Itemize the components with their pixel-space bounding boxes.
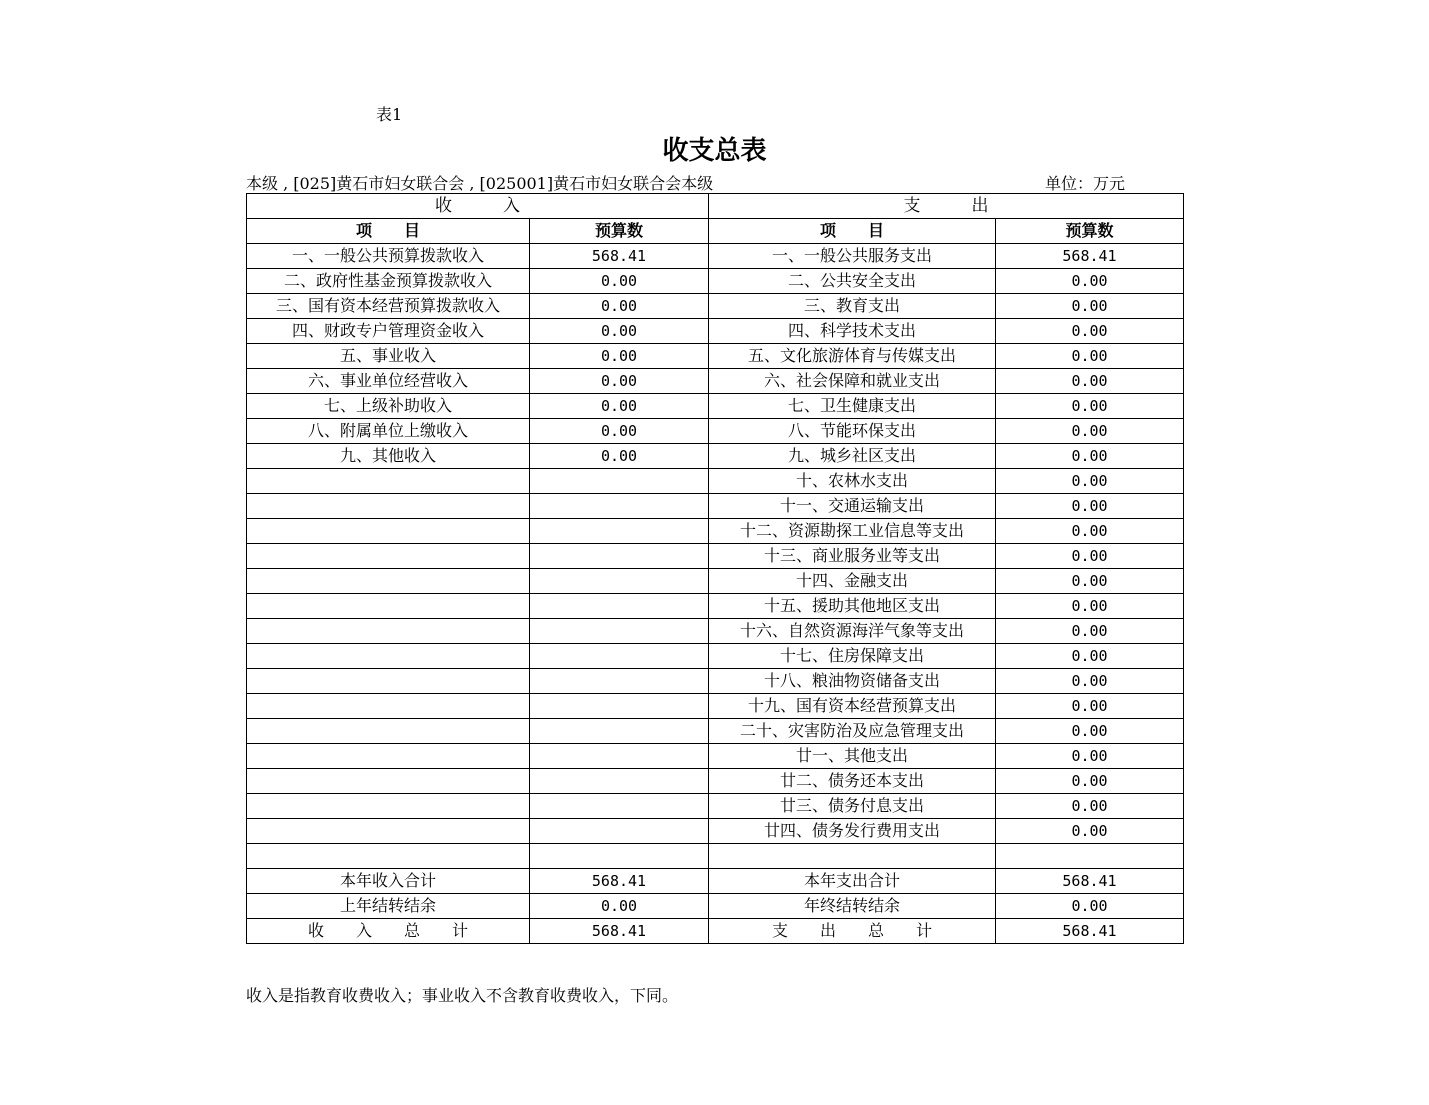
expense-item-cell: 九、城乡社区支出 <box>709 444 996 469</box>
income-item-cell <box>247 669 530 694</box>
total-row <box>247 919 1184 944</box>
income-item-cell <box>247 694 530 719</box>
income-value-cell <box>530 519 709 544</box>
income-value-cell <box>530 494 709 519</box>
expense-value-cell: 0.00 <box>996 594 1184 619</box>
expense-value-cell: 568.41 <box>996 244 1184 269</box>
expense-value-cell: 0.00 <box>996 294 1184 319</box>
table-row <box>247 319 1184 344</box>
expense-item-cell: 年终结转结余 <box>709 894 996 919</box>
table-row <box>247 844 1184 869</box>
income-value-cell: 568.41 <box>530 244 709 269</box>
income-item-cell <box>247 569 530 594</box>
income-item-cell <box>247 769 530 794</box>
income-value-cell: 0.00 <box>530 394 709 419</box>
expense-value-cell: 0.00 <box>996 794 1184 819</box>
income-item-cell <box>247 544 530 569</box>
income-value-cell: 0.00 <box>530 344 709 369</box>
table-row <box>247 469 1184 494</box>
table-row <box>247 769 1184 794</box>
table-row <box>247 694 1184 719</box>
expense-item-cell: 廿四、债务发行费用支出 <box>709 819 996 844</box>
group-header-row <box>247 194 1184 219</box>
expense-value-cell: 0.00 <box>996 469 1184 494</box>
expense-item-cell: 支 出 总 计 <box>709 919 996 944</box>
expense-item-cell: 三、教育支出 <box>709 294 996 319</box>
income-item-cell: 上年结转结余 <box>247 894 530 919</box>
income-value-cell <box>530 569 709 594</box>
expense-value-cell: 0.00 <box>996 719 1184 744</box>
expense-item-cell: 八、节能环保支出 <box>709 419 996 444</box>
table-row <box>247 419 1184 444</box>
table-row <box>247 719 1184 744</box>
income-value-cell <box>530 719 709 744</box>
page-title: 收支总表 <box>662 136 767 166</box>
expense-value-cell: 0.00 <box>996 694 1184 719</box>
income-item-cell: 一、一般公共预算拨款收入 <box>247 244 530 269</box>
income-value-cell <box>530 619 709 644</box>
income-value-cell <box>530 469 709 494</box>
currency-unit-label: 单位：万元 <box>1045 174 1126 193</box>
income-value-cell <box>530 794 709 819</box>
table-row <box>247 269 1184 294</box>
expense-value-cell: 0.00 <box>996 319 1184 344</box>
budget-summary-table <box>246 193 1184 944</box>
income-value-cell <box>530 819 709 844</box>
income-value-cell <box>530 594 709 619</box>
expense-value-cell: 0.00 <box>996 744 1184 769</box>
expense-group-header: 支 出 <box>709 194 1184 219</box>
income-value-cell <box>530 544 709 569</box>
table-row <box>247 669 1184 694</box>
expense-value-cell: 0.00 <box>996 494 1184 519</box>
expense-value-cell: 0.00 <box>996 619 1184 644</box>
expense-item-cell: 五、文化旅游体育与传媒支出 <box>709 344 996 369</box>
table-row <box>247 344 1184 369</box>
expense-value-cell: 0.00 <box>996 394 1184 419</box>
footnote: 收入是指教育收费收入；事业收入不含教育收费收入，下同。 <box>246 986 679 1005</box>
income-item-cell: 二、政府性基金预算拨款收入 <box>247 269 530 294</box>
income-value-cell: 0.00 <box>530 269 709 294</box>
income-item-cell <box>247 644 530 669</box>
expense-item-cell: 十七、住房保障支出 <box>709 644 996 669</box>
expense-item-cell <box>709 844 996 869</box>
table-row <box>247 544 1184 569</box>
expense-budget-header: 预算数 <box>996 219 1184 244</box>
expense-item-cell: 六、社会保障和就业支出 <box>709 369 996 394</box>
expense-value-cell: 0.00 <box>996 344 1184 369</box>
income-item-cell <box>247 744 530 769</box>
expense-item-cell: 十五、援助其他地区支出 <box>709 594 996 619</box>
expense-value-cell: 0.00 <box>996 569 1184 594</box>
table-row <box>247 569 1184 594</box>
expense-value-cell: 0.00 <box>996 644 1184 669</box>
table-row <box>247 519 1184 544</box>
table-row <box>247 244 1184 269</box>
income-item-cell: 三、国有资本经营预算拨款收入 <box>247 294 530 319</box>
income-item-cell: 收 入 总 计 <box>247 919 530 944</box>
table-number: 表1 <box>376 105 403 124</box>
column-header-row <box>247 219 1184 244</box>
income-value-cell: 0.00 <box>530 894 709 919</box>
expense-value-cell: 0.00 <box>996 369 1184 394</box>
expense-item-cell: 十六、自然资源海洋气象等支出 <box>709 619 996 644</box>
income-item-cell: 五、事业收入 <box>247 344 530 369</box>
income-value-cell: 0.00 <box>530 444 709 469</box>
expense-item-cell: 十三、商业服务业等支出 <box>709 544 996 569</box>
table-row <box>247 744 1184 769</box>
income-value-cell: 0.00 <box>530 419 709 444</box>
table-row <box>247 644 1184 669</box>
expense-item-cell: 廿二、债务还本支出 <box>709 769 996 794</box>
expense-item-cell: 十四、金融支出 <box>709 569 996 594</box>
expense-item-header: 项 目 <box>709 219 996 244</box>
income-item-cell <box>247 844 530 869</box>
income-item-cell: 九、其他收入 <box>247 444 530 469</box>
expense-value-cell: 0.00 <box>996 269 1184 294</box>
income-item-cell <box>247 469 530 494</box>
expense-item-cell: 十二、资源勘探工业信息等支出 <box>709 519 996 544</box>
expense-item-cell: 二、公共安全支出 <box>709 269 996 294</box>
income-item-cell <box>247 594 530 619</box>
income-item-cell: 七、上级补助收入 <box>247 394 530 419</box>
income-value-cell <box>530 844 709 869</box>
income-value-cell: 568.41 <box>530 869 709 894</box>
expense-value-cell: 568.41 <box>996 919 1184 944</box>
income-item-cell: 六、事业单位经营收入 <box>247 369 530 394</box>
income-item-cell: 四、财政专户管理资金收入 <box>247 319 530 344</box>
income-item-header: 项 目 <box>247 219 530 244</box>
total-row <box>247 894 1184 919</box>
income-value-cell <box>530 744 709 769</box>
expense-item-cell: 十一、交通运输支出 <box>709 494 996 519</box>
income-item-cell <box>247 519 530 544</box>
expense-value-cell <box>996 844 1184 869</box>
income-item-cell <box>247 619 530 644</box>
expense-item-cell: 七、卫生健康支出 <box>709 394 996 419</box>
income-value-cell: 0.00 <box>530 369 709 394</box>
income-value-cell <box>530 644 709 669</box>
income-budget-header: 预算数 <box>530 219 709 244</box>
expense-item-cell: 廿一、其他支出 <box>709 744 996 769</box>
expense-value-cell: 0.00 <box>996 544 1184 569</box>
expense-value-cell: 568.41 <box>996 869 1184 894</box>
table-row <box>247 444 1184 469</box>
income-item-cell: 八、附属单位上缴收入 <box>247 419 530 444</box>
income-value-cell <box>530 694 709 719</box>
expense-value-cell: 0.00 <box>996 444 1184 469</box>
table-row <box>247 594 1184 619</box>
income-value-cell <box>530 669 709 694</box>
expense-item-cell: 四、科学技术支出 <box>709 319 996 344</box>
expense-item-cell: 一、一般公共服务支出 <box>709 244 996 269</box>
expense-item-cell: 十九、国有资本经营预算支出 <box>709 694 996 719</box>
expense-value-cell: 0.00 <box>996 894 1184 919</box>
income-item-cell <box>247 719 530 744</box>
table-row <box>247 394 1184 419</box>
expense-item-cell: 十、农林水支出 <box>709 469 996 494</box>
income-value-cell: 568.41 <box>530 919 709 944</box>
income-item-cell <box>247 494 530 519</box>
unit-path-label: 本级 , [025]黄石市妇女联合会 , [025001]黄石市妇女联合会本级 <box>246 174 714 193</box>
expense-item-cell: 廿三、债务付息支出 <box>709 794 996 819</box>
expense-item-cell: 十八、粮油物资储备支出 <box>709 669 996 694</box>
table-row <box>247 294 1184 319</box>
table-row <box>247 369 1184 394</box>
income-item-cell: 本年收入合计 <box>247 869 530 894</box>
total-row <box>247 869 1184 894</box>
table-row <box>247 619 1184 644</box>
income-group-header: 收 入 <box>247 194 709 219</box>
expense-value-cell: 0.00 <box>996 519 1184 544</box>
income-value-cell <box>530 769 709 794</box>
expense-value-cell: 0.00 <box>996 819 1184 844</box>
expense-item-cell: 二十、灾害防治及应急管理支出 <box>709 719 996 744</box>
income-item-cell <box>247 794 530 819</box>
expense-value-cell: 0.00 <box>996 769 1184 794</box>
income-value-cell: 0.00 <box>530 294 709 319</box>
income-item-cell <box>247 819 530 844</box>
expense-item-cell: 本年支出合计 <box>709 869 996 894</box>
income-value-cell: 0.00 <box>530 319 709 344</box>
table-row <box>247 794 1184 819</box>
expense-value-cell: 0.00 <box>996 419 1184 444</box>
table-row <box>247 819 1184 844</box>
table-row <box>247 494 1184 519</box>
expense-value-cell: 0.00 <box>996 669 1184 694</box>
